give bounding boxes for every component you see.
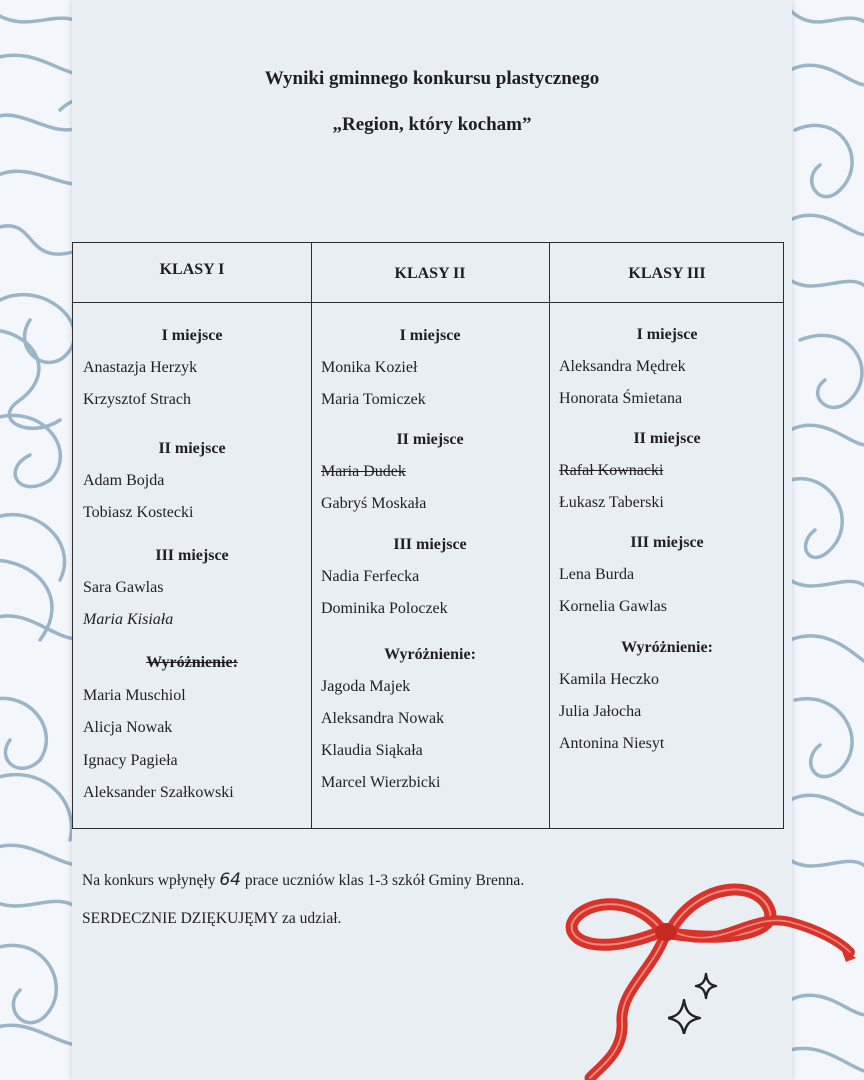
winner-name: Tobiasz Kostecki xyxy=(83,504,194,521)
winner-name: Ignacy Pagieła xyxy=(83,752,178,769)
winner-name: Maria Muschiol xyxy=(83,687,186,704)
winner-name: Marcel Wierzbicki xyxy=(321,774,441,791)
place-label: Wyróżnienie: xyxy=(384,646,476,663)
submissions-note-end: prace uczniów klas 1-3 szkół Gminy Brenna. xyxy=(240,872,525,889)
place-label: I miejsce xyxy=(399,327,461,344)
winner-name: Dominika Poloczek xyxy=(321,600,448,617)
winner-name: Gabryś Moskała xyxy=(321,495,427,512)
place-label: III miejsce xyxy=(630,534,704,551)
column-klasy-3 xyxy=(549,243,785,828)
place-label: III miejsce xyxy=(393,536,467,553)
place-label: III miejsce xyxy=(155,547,229,564)
winner-name: Aleksandra Mędrek xyxy=(559,358,686,375)
winner-name: Honorata Śmietana xyxy=(559,390,683,407)
winner-name: Aleksander Szałkowski xyxy=(83,784,234,801)
contest-name: „Region, który kocham” xyxy=(332,114,532,135)
place-label: II miejsce xyxy=(633,430,701,447)
winner-name: Maria Kisiała xyxy=(83,611,174,628)
place-label: II miejsce xyxy=(158,440,226,457)
submissions-note xyxy=(82,870,524,890)
column-heading: KLASY I xyxy=(159,261,225,278)
column-klasy-2 xyxy=(311,243,549,828)
winner-name: Nadia Ferfecka xyxy=(321,568,420,585)
winner-name: Maria Tomiczek xyxy=(321,391,426,408)
place-label: I miejsce xyxy=(636,326,698,343)
winner-name: Kornelia Gawlas xyxy=(559,598,667,615)
column-heading: KLASY III xyxy=(628,265,706,282)
winner-name: Anastazja Herzyk xyxy=(83,359,198,376)
document-title: Wyniki gminnego konkursu plastycznego xyxy=(264,68,600,89)
results-table xyxy=(72,242,784,829)
place-label: Wyróżnienie: xyxy=(146,654,238,671)
submissions-count: 64 xyxy=(219,870,241,890)
winner-name: Adam Bojda xyxy=(83,472,165,489)
winner-name: Kamila Heczko xyxy=(559,671,659,688)
place-label: II miejsce xyxy=(396,431,464,448)
submissions-note-start: Na konkurs wpłynęły xyxy=(82,872,220,889)
winner-name: Aleksandra Nowak xyxy=(321,710,445,727)
winner-name: Maria Dudek xyxy=(321,463,406,480)
winner-name: Alicja Nowak xyxy=(83,719,173,736)
place-label: I miejsce xyxy=(161,327,223,344)
winner-name: Rafał Kownacki xyxy=(559,462,664,479)
column-klasy-1 xyxy=(73,243,311,828)
winner-name: Monika Kozieł xyxy=(321,359,418,376)
column-heading: KLASY II xyxy=(394,265,466,282)
winner-name: Krzysztof Strach xyxy=(83,391,191,408)
winner-name: Julia Jałocha xyxy=(559,703,642,720)
winner-name: Antonina Niesyt xyxy=(559,735,665,752)
winner-name: Lena Burda xyxy=(559,566,635,583)
sparkle-icon xyxy=(668,972,720,1034)
place-label: Wyróżnienie: xyxy=(621,639,713,656)
winner-name: Sara Gawlas xyxy=(83,579,164,596)
winner-name: Klaudia Siąkała xyxy=(321,742,423,759)
winner-name: Jagoda Majek xyxy=(321,678,411,695)
winner-name: Łukasz Taberski xyxy=(559,494,664,511)
thank-you-note: SERDECZNIE DZIĘKUJĘMY za udział. xyxy=(82,910,342,927)
